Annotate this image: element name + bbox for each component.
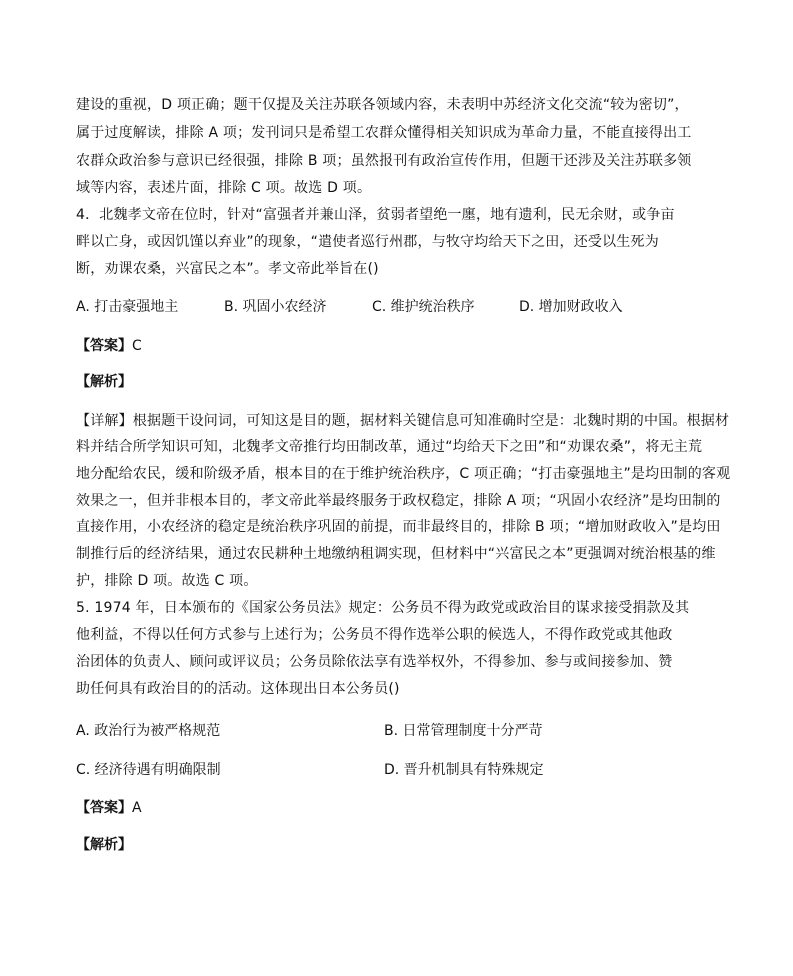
question-4-option-a: A. 打击豪强地主 — [76, 299, 179, 315]
question-5-option-c: C. 经济待遇有明确限制 — [76, 762, 221, 778]
question-4-detail-line: 地分配给农民，缓和阶级矛盾，根本目的在于维护统治秩序，C 项正确；“打击豪强地主”是均田制的客观 — [76, 466, 731, 482]
question-5-option-b: B. 日常管理制度十分严苛 — [384, 723, 543, 739]
question-4-detail-line: 制推行后的经济结果，通过农民耕种土地缴纳租调实现，但材料中“兴富民之本”更强调对统治根基的维 — [76, 546, 716, 562]
explanation-line: 农群众政治参与意识已经很强，排除 B 项；虽然报刊有政治宣传作用，但题干还涉及关注苏联多领 — [76, 153, 692, 169]
question-4-detail-line: 效果之一，但并非根本目的，孝文帝此举最终服务于政权稳定，排除 A 项；“巩固小农经济”是均田制的 — [76, 493, 721, 509]
question-4-option-c: C. 维护统治秩序 — [372, 299, 475, 315]
question-4-stem-line: 断，劝课农桑，兴富民之本”。孝文帝此举旨在() — [76, 261, 379, 277]
question-5-analysis-label — [76, 835, 132, 855]
question-4-stem-line: 4．北魏孝文帝在位时，针对“富强者并兼山泽，贫弱者望绝一廛，地有遗利，民无余财，或争亩 — [76, 207, 675, 223]
question-4-detail-line: 护，排除 D 项。故选 C 项。 — [76, 573, 258, 589]
question-4-detail-line: 料并结合所学知识可知，北魏孝文帝推行均田制改革，通过“均给天下之田”和“劝课农桑”，将无主荒 — [76, 439, 703, 455]
question-4-detail-line: 【详解】根据题干设问词，可知这是目的题，据材料关键信息可知准确时空是：北魏时期的中国。根据材 — [76, 413, 730, 429]
question-5-stem-line: 5. 1974 年，日本颁布的《国家公务员法》规定：公务员不得为政党或政治目的谋求接受捐款及其 — [76, 600, 690, 616]
question-4-option-b: B. 巩固小农经济 — [224, 299, 327, 315]
answer-value: C — [132, 338, 142, 354]
question-5-stem-line: 助任何具有政治目的的活动。这体现出日本公务员() — [76, 681, 400, 697]
answer-value: A — [132, 800, 142, 816]
question-5-option-d: D. 晋升机制具有特殊规定 — [384, 762, 544, 778]
question-4-answer — [76, 336, 142, 356]
question-5-answer — [76, 798, 142, 818]
explanation-line: 域等内容，表述片面，排除 C 项。故选 D 项。 — [76, 180, 372, 196]
question-4-option-d: D. 增加财政收入 — [519, 299, 623, 315]
explanation-line: 属于过度解读，排除 A 项；发刊词只是希望工农群众懂得相关知识成为革命力量，不能直接得出工 — [76, 125, 692, 141]
question-5-stem-line: 他利益，不得以任何方式参与上述行为；公务员不得作选举公职的候选人，不得作政党或其他政 — [76, 627, 673, 643]
answer-label: 【答案】 — [76, 800, 132, 816]
question-5-stem-line: 治团体的负责人、顾问或评议员；公务员除依法享有选举权外，不得参加、参与或间接参加、赞 — [76, 654, 673, 670]
question-4-analysis-label — [76, 372, 132, 392]
answer-label: 【答案】 — [76, 338, 132, 354]
analysis-label: 【解析】 — [76, 374, 132, 390]
question-5-option-a: A. 政治行为被严格规范 — [76, 723, 221, 739]
question-4-stem-line: 畔以亡身，或因饥馑以弃业”的现象，“遣使者巡行州郡，与牧守均给天下之田，还受以生死为 — [76, 234, 659, 250]
analysis-label: 【解析】 — [76, 837, 132, 853]
question-4-detail-line: 直接作用，小农经济的稳定是统治秩序巩固的前提，而非最终目的，排除 B 项；“增加财政收入”是均田 — [76, 519, 721, 535]
explanation-line: 建设的重视，D 项正确；题干仅提及关注苏联各领域内容，未表明中苏经济文化交流“较为密切”， — [76, 97, 689, 113]
